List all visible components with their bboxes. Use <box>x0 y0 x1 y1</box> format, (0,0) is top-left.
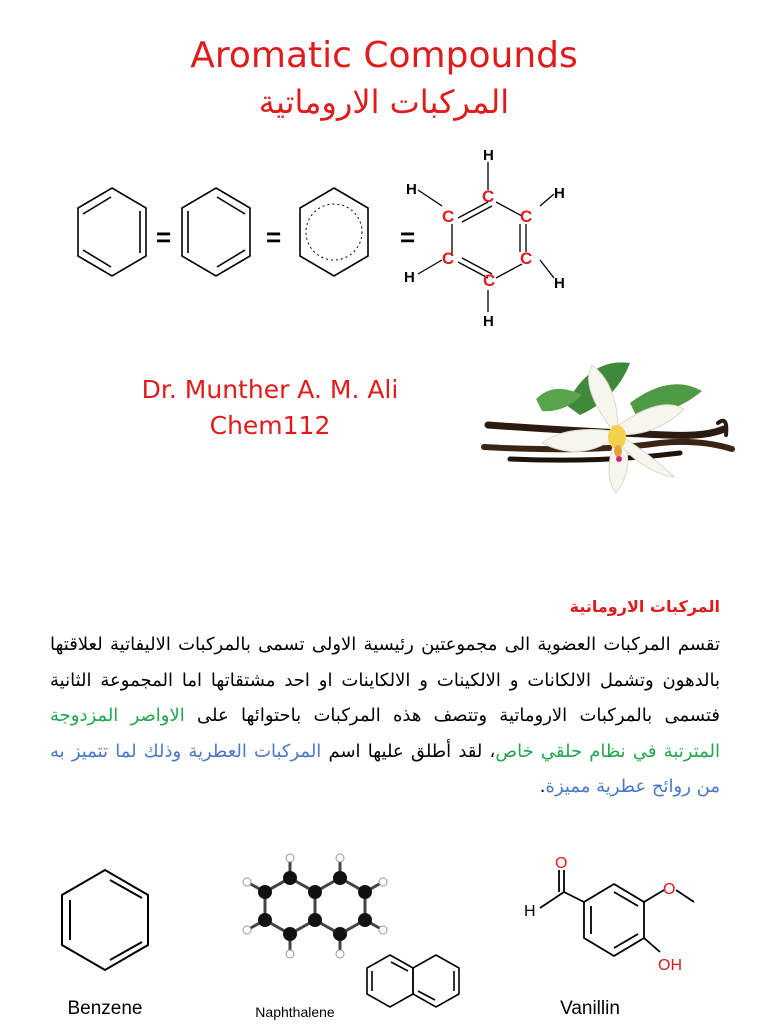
carbon-atom-bottom: C <box>483 271 496 290</box>
naphthalene-structure <box>360 950 465 1014</box>
equals-sign-1: = <box>156 222 172 252</box>
paragraph-text-part2: ، لقد أطلق عليها اسم <box>321 740 496 762</box>
naphthalene-ball-stick-model <box>235 848 395 963</box>
resonance-hybrid <box>300 188 368 276</box>
vanillin-oxygen-methoxy: O <box>663 881 676 898</box>
vanilla-flower-image <box>470 355 740 495</box>
paragraph-end-mark: . <box>539 776 546 797</box>
benzene-structure <box>50 860 160 980</box>
full-structural-formula <box>404 147 565 330</box>
title-english: Aromatic Compounds <box>190 35 578 76</box>
equals-sign-2: = <box>266 222 282 252</box>
carbon-atom-upper-right: C <box>520 207 533 226</box>
vanillin-label: Vanillin <box>560 998 620 1019</box>
hydrogen-atom-bottom: H <box>483 313 494 330</box>
carbon-atom-top: C <box>482 187 495 206</box>
benzene-label: Benzene <box>67 998 143 1019</box>
kekule-structure-1 <box>78 188 146 276</box>
paragraph-highlight-blue: المركبات العطرية وذلك لما تتميز به من روائح عطرية مميزة <box>50 740 720 797</box>
benzene-equivalence-diagram <box>40 140 600 340</box>
vanillin-structure <box>510 848 710 988</box>
hydrogen-atom-upper-left: H <box>406 181 417 198</box>
course-code: Chem112 <box>209 411 331 440</box>
vanillin-oxygen-carbonyl: O <box>555 855 568 872</box>
hydrogen-atom-lower-left: H <box>404 269 415 286</box>
paragraph-highlight-green: الاواصر المزدوجة المترتبة في نظام حلقي خاص <box>50 705 721 762</box>
kekule-structure-2 <box>182 188 250 276</box>
vanillin-aldehyde-hydrogen: H <box>524 903 536 920</box>
carbon-atom-upper-left: C <box>442 207 455 226</box>
hydrogen-atom-top: H <box>483 147 494 164</box>
carbon-atom-lower-left: C <box>442 249 455 268</box>
author-name: Dr. Munther A. M. Ali <box>141 375 399 404</box>
section-heading: المركبات الاروماتية <box>569 597 720 616</box>
naphthalene-label: Naphthalene <box>255 1004 335 1020</box>
hydrogen-atom-upper-right: H <box>554 185 565 202</box>
carbon-atom-lower-right: C <box>520 249 533 268</box>
equals-sign-3: = <box>400 222 416 252</box>
hydrogen-atom-lower-right: H <box>554 275 565 292</box>
vanillin-hydroxyl: OH <box>658 957 682 974</box>
paragraph-text-part1: تقسم المركبات العضوية الى مجموعتين رئيسية الاولى تسمى بالمركبات الاليفاتية لعلاقتها بالدهون وتشمل الالكانات و الالكينات و الالكاينات او احد مشتقاتها اما المجموعة الثانية فتسمى بالمركبات الاروماتية وتتصف هذه المركبات باحتوائها على <box>50 634 720 726</box>
author-block <box>110 372 430 444</box>
title-arabic: المركبات الاروماتية <box>258 83 510 121</box>
section-paragraph <box>50 627 720 805</box>
